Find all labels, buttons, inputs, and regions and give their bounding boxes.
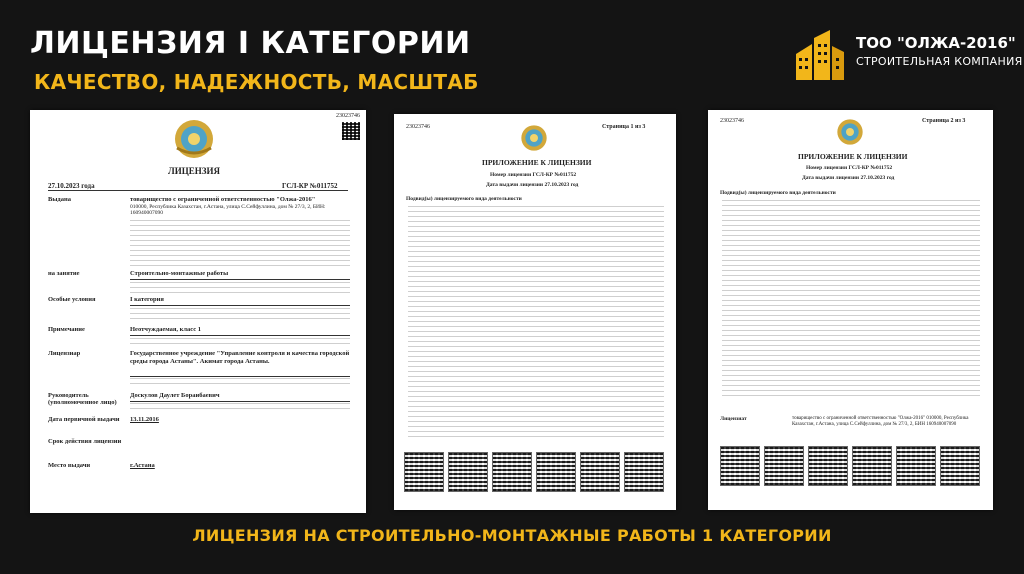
bottom-caption: ЛИЦЕНЗИЯ НА СТРОИТЕЛЬНО-МОНТАЖНЫЕ РАБОТЫ 1 КАТЕГОРИИ <box>192 526 832 545</box>
appendix-date-line: Дата выдачи лицензии 27.10.2023 год <box>802 175 895 181</box>
appendix-heading: ПРИЛОЖЕНИЕ К ЛИЦЕНЗИИ <box>798 152 908 161</box>
activity-label: на занятие <box>48 270 80 277</box>
page-number: Страница 1 из 3 <box>602 124 646 130</box>
emblem-icon <box>520 124 548 152</box>
issued-label: Выдана <box>48 196 71 203</box>
qr-code-icon <box>404 452 444 492</box>
note-label: Примечание <box>48 326 85 333</box>
first-issue-value: 13.11.2016 <box>130 416 159 423</box>
appendix-date-line: Дата выдачи лицензии 27.10.2023 год <box>486 182 579 188</box>
appendix-subheading: Подвид(ы) лицензируемого вида деятельности <box>720 190 836 196</box>
emblem-icon <box>836 118 864 146</box>
place-value: г.Астана <box>130 462 155 469</box>
place-label: Место выдачи <box>48 462 91 469</box>
qr-code-icon <box>808 446 848 486</box>
appendix-subheading: Подвид(ы) лицензируемого вида деятельности <box>406 196 522 202</box>
issued-address: 010000, Республика Казахстан, г.Астана, улица С.Сейфуллина, дом № 27/3, 2, БИН: 160940007090 <box>130 204 326 216</box>
activity-value: Строительно-монтажные работы <box>130 270 229 277</box>
qr-code-icon <box>492 452 532 492</box>
license-date: 27.10.2023 года <box>48 182 95 190</box>
appendix-license-line: Номер лицензии ГСЛ-КР №011752 <box>490 172 577 178</box>
first-issue-label: Дата первичной выдачи <box>48 416 120 423</box>
doc-number: 23023746 <box>336 113 360 119</box>
issued-value: товарищество с ограниченной ответственностью "Олжа-2016" <box>130 196 316 203</box>
brand-tagline: СТРОИТЕЛЬНАЯ КОМПАНИЯ <box>856 55 1023 68</box>
qr-code-icon <box>852 446 892 486</box>
licensor-value: Государственное учреждение "Управление контроля и качества городской среды города Астаны". Акимат города Астаны. <box>130 350 350 365</box>
qr-code-icon <box>342 122 360 140</box>
page-number: Страница 2 из 3 <box>922 118 966 124</box>
qr-code-icon <box>896 446 936 486</box>
appendix-heading: ПРИЛОЖЕНИЕ К ЛИЦЕНЗИИ <box>482 158 592 167</box>
qr-code-icon <box>536 452 576 492</box>
building-logo-icon <box>790 28 850 88</box>
head-label: Руководитель (уполномоченное лицо) <box>48 392 117 406</box>
brand-name: ТОО "ОЛЖА-2016" <box>856 34 1016 52</box>
license-number: ГСЛ-КР №011752 <box>282 182 338 190</box>
note-value: Неотчуждаемая, класс 1 <box>130 326 201 333</box>
page-title: ЛИЦЕНЗИЯ I КАТЕГОРИИ <box>30 26 471 61</box>
qr-code-icon <box>580 452 620 492</box>
qr-code-icon <box>720 446 760 486</box>
head-value: Доскулов Даулет Бораибаевич <box>130 392 220 399</box>
qr-code-icon <box>764 446 804 486</box>
license-document <box>30 110 366 513</box>
qr-code-icon <box>940 446 980 486</box>
doc-number: 23023746 <box>720 118 744 124</box>
doc-heading: ЛИЦЕНЗИЯ <box>168 166 220 176</box>
licensor-label: Лицензиар <box>48 350 81 357</box>
page-subtitle: КАЧЕСТВО, НАДЕЖНОСТЬ, МАСШТАБ <box>34 70 479 94</box>
conditions-value: I категория <box>130 296 164 303</box>
licensee-value: товарищество с ограниченной ответственностью "Олжа-2016" 010000, Республика Казахстан, г.Астана, улица С.Сейфуллина, дом № 27/3, 2, БИН 160940007090 <box>792 416 969 427</box>
licensee-label: Лицензиат <box>720 416 747 422</box>
appendix-license-line: Номер лицензии ГСЛ-КР №011752 <box>806 165 893 171</box>
brand-block <box>856 34 1023 68</box>
qr-code-icon <box>448 452 488 492</box>
doc-number: 23023746 <box>406 124 430 130</box>
conditions-label: Особые условия <box>48 296 96 303</box>
emblem-icon <box>173 118 215 160</box>
appendix-page-2 <box>708 110 993 510</box>
qr-code-icon <box>624 452 664 492</box>
appendix-page-1 <box>394 114 676 510</box>
validity-label: Срок действия лицензии <box>48 438 122 445</box>
